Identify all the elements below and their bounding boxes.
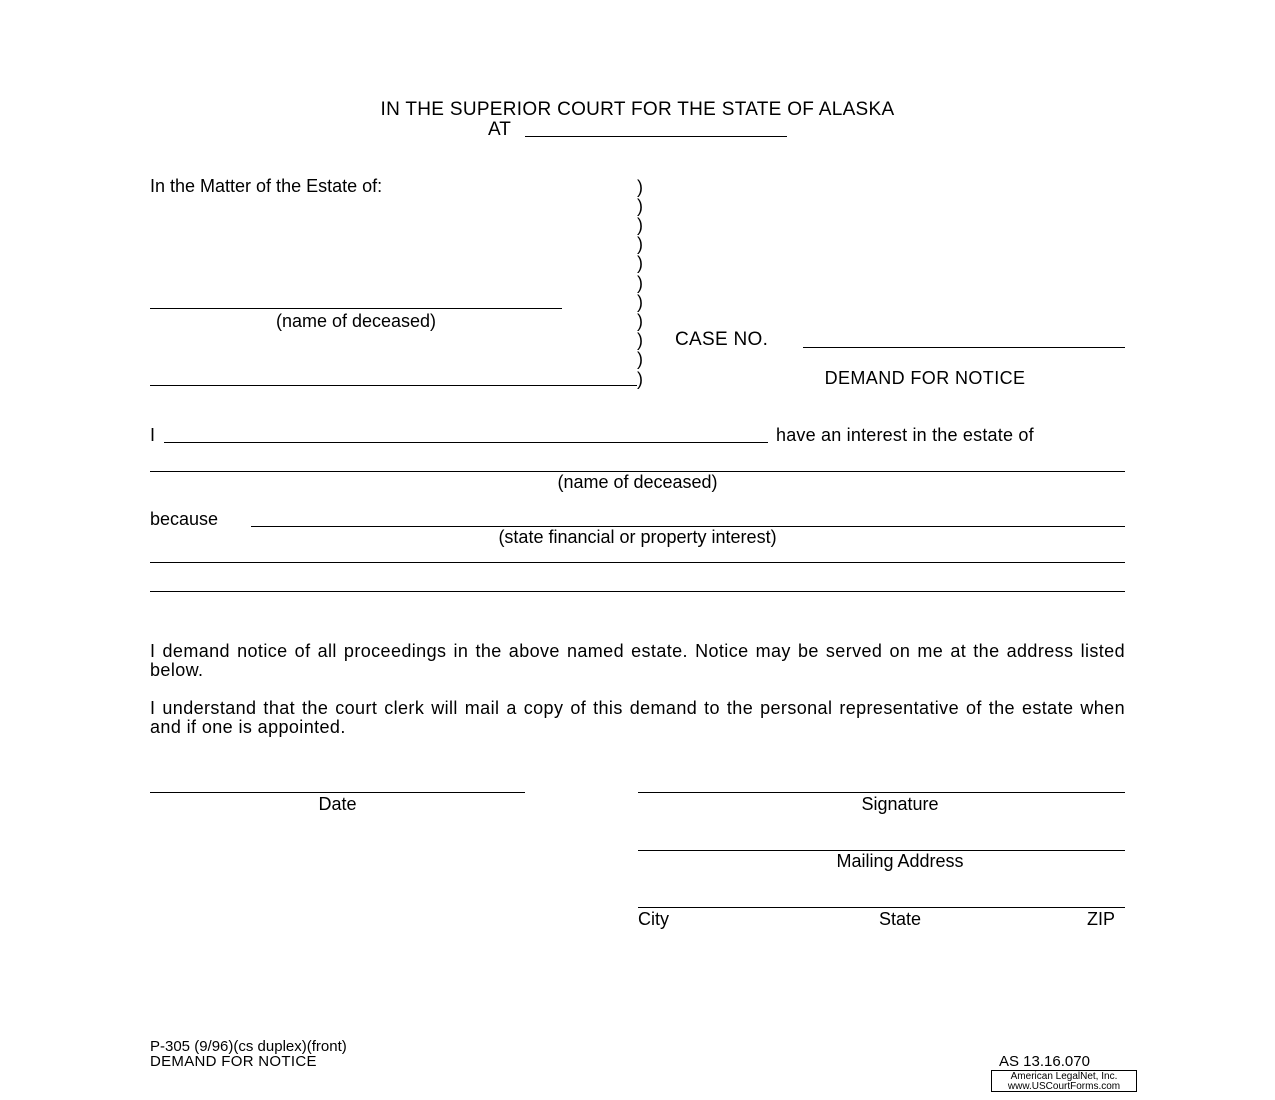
city-label: City xyxy=(638,909,669,929)
paren: ) xyxy=(637,330,643,350)
interest-reason-line-3[interactable] xyxy=(150,591,1125,592)
interest-caption: (state financial or property interest) xyxy=(498,527,777,547)
paren: ) xyxy=(637,369,643,389)
caption-bottom-rule xyxy=(150,385,637,386)
form-code: P-305 (9/96)(cs duplex)(front) xyxy=(150,1038,347,1055)
case-number-field[interactable] xyxy=(803,347,1125,348)
vendor-name: American LegalNet, Inc. xyxy=(1010,1070,1118,1082)
estate-matter-label: In the Matter of the Estate of: xyxy=(150,176,383,196)
paren: ) xyxy=(637,177,643,197)
city-state-zip-field[interactable] xyxy=(638,907,1125,908)
vendor-stamp xyxy=(991,1070,1137,1092)
date-label: Date xyxy=(318,794,357,814)
court-title: IN THE SUPERIOR COURT FOR THE STATE OF ALASKA xyxy=(380,99,895,120)
because-label: because xyxy=(150,509,219,529)
notice-paragraph: I understand that the court clerk will mail a copy of this demand to the personal representative of the estate when and if one is appointed. xyxy=(150,698,1125,737)
vendor-url: www.USCourtForms.com xyxy=(1007,1081,1121,1092)
paren: ) xyxy=(637,292,643,312)
paren: ) xyxy=(637,311,643,331)
claimant-name-field[interactable] xyxy=(164,442,768,443)
i-label: I xyxy=(150,425,156,445)
paren: ) xyxy=(637,215,643,235)
deceased-name-caption-2: (name of deceased) xyxy=(557,472,718,492)
paren: ) xyxy=(637,273,643,293)
state-label: State xyxy=(878,909,922,929)
at-label: AT xyxy=(488,119,511,140)
document-title: DEMAND FOR NOTICE xyxy=(824,368,1026,388)
interest-statement: have an interest in the estate of xyxy=(776,425,1034,445)
mailing-address-label: Mailing Address xyxy=(836,851,964,871)
deceased-name-caption: (name of deceased) xyxy=(275,311,437,331)
paren: ) xyxy=(637,253,643,273)
form-title-footer: DEMAND FOR NOTICE xyxy=(150,1053,317,1070)
demand-paragraph: I demand notice of all proceedings in the above named estate. Notice may be served on me at the address listed below. xyxy=(150,641,1125,680)
paren: ) xyxy=(637,196,643,216)
court-location-field[interactable] xyxy=(525,136,787,137)
paren: ) xyxy=(637,349,643,369)
signature-label: Signature xyxy=(861,794,939,814)
zip-label: ZIP xyxy=(1087,909,1116,929)
interest-reason-line-2[interactable] xyxy=(150,562,1125,563)
case-number-label: CASE NO. xyxy=(675,329,769,350)
signature-field[interactable] xyxy=(638,792,1125,793)
paren: ) xyxy=(637,234,643,254)
date-field[interactable] xyxy=(150,792,525,793)
statute-reference: AS 13.16.070 xyxy=(999,1053,1090,1070)
deceased-name-field[interactable] xyxy=(150,308,562,309)
